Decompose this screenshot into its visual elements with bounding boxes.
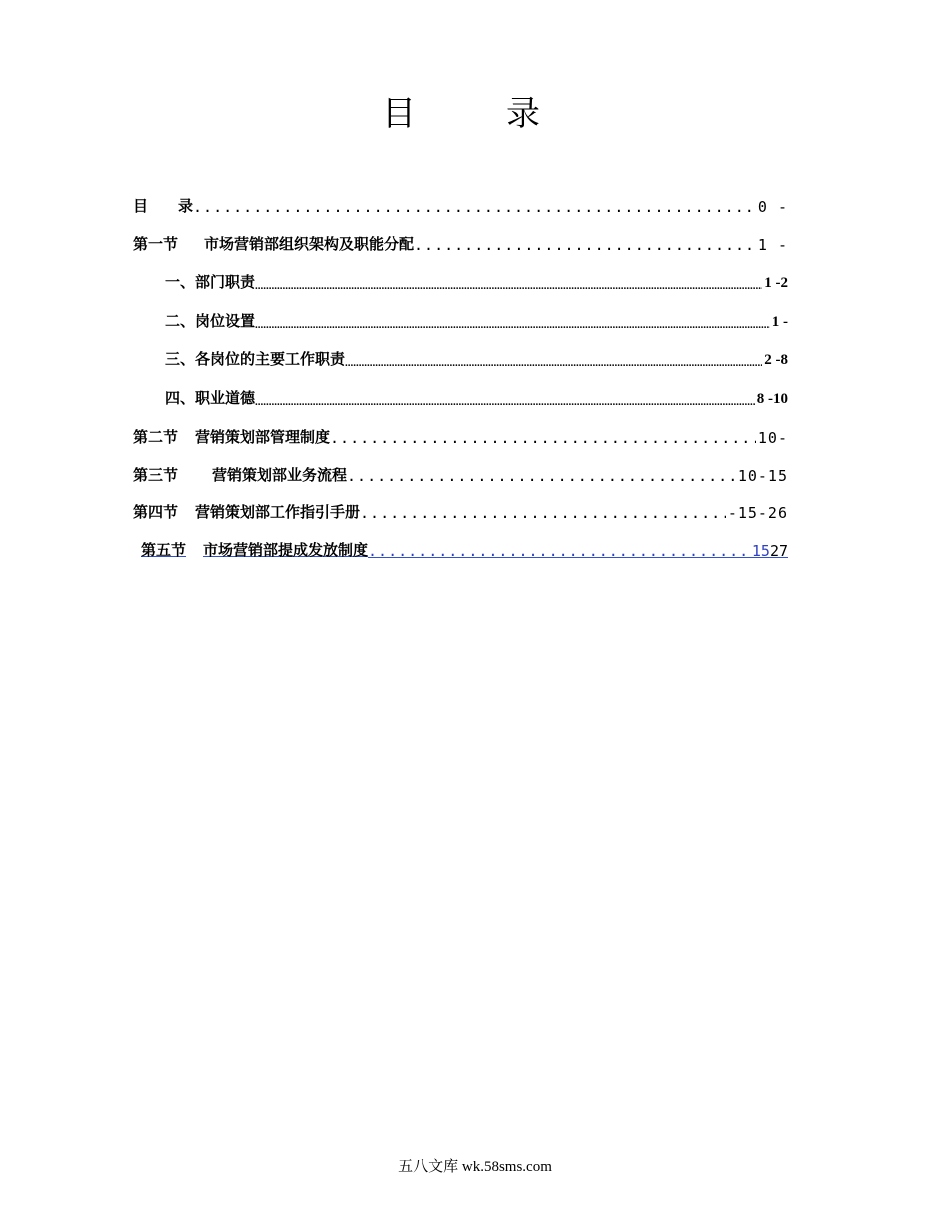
toc-entry-number: 第三节	[133, 466, 179, 484]
toc-entry-number: 四、	[165, 389, 196, 407]
toc-entry-section-1[interactable]	[133, 226, 788, 254]
toc-leader-dots	[345, 357, 762, 369]
toc-entry-section-5-link[interactable]	[141, 532, 788, 560]
toc-leader-dots	[255, 396, 755, 408]
toc-entry-number: 第五节	[141, 541, 187, 559]
toc-leader-dots	[255, 280, 762, 292]
toc-entry-page: 0 -	[757, 198, 788, 216]
toc-leader-dots	[368, 542, 752, 560]
toc-entry-sub-1[interactable]	[165, 264, 788, 292]
toc-entry-label: 营销策划部业务流程	[212, 466, 348, 484]
footer-watermark: 五八文库 wk.58sms.com	[398, 1159, 552, 1175]
toc-entry-number: 目	[133, 197, 149, 215]
toc-entry-section-4[interactable]	[133, 494, 788, 522]
toc-leader-dots	[414, 236, 756, 254]
toc-entry-label: 录	[178, 197, 194, 215]
toc-entry-contents[interactable]	[133, 188, 788, 216]
toc-entry-label: 市场营销部提成发放制度	[203, 541, 369, 559]
toc-entry-number: 二、	[165, 312, 196, 330]
toc-entry-page-end: 27	[769, 542, 788, 560]
toc-entry-page: 2 -8	[764, 352, 788, 368]
toc-entry-label: 部门职责	[195, 273, 256, 291]
page-title: 目 录	[382, 94, 568, 134]
toc-entry-number: 第一节	[133, 235, 179, 253]
toc-entry-page-start: 15	[751, 542, 770, 560]
toc-leader-dots	[330, 429, 756, 447]
toc-entry-section-3[interactable]	[133, 457, 788, 485]
toc-entry-number: 第二节	[133, 428, 179, 446]
toc-entry-label: 岗位设置	[195, 312, 256, 330]
toc-entry-label: 职业道德	[195, 389, 256, 407]
toc-entry-page: -15-26	[727, 504, 788, 522]
toc-entry-sub-2[interactable]	[165, 303, 788, 331]
toc-entry-page: 1 -	[771, 314, 788, 330]
toc-entry-label: 市场营销部组织架构及职能分配	[204, 235, 415, 253]
toc-entry-label: 营销策划部工作指引手册	[195, 503, 361, 521]
toc-entry-page: 10-	[757, 429, 788, 447]
toc-entry-sub-4[interactable]	[165, 380, 788, 408]
toc-entry-number: 一、	[165, 273, 196, 291]
toc-entry-page: 10-15	[737, 467, 788, 485]
toc-entry-label: 营销策划部管理制度	[195, 428, 331, 446]
toc-entry-page: 8 -10	[756, 391, 788, 407]
toc-entry-section-2[interactable]	[133, 419, 788, 447]
toc-leader-dots	[255, 319, 770, 331]
toc-entry-page: 1 -	[757, 236, 788, 254]
toc-leader-dots	[360, 504, 726, 522]
toc-leader-dots	[193, 198, 756, 216]
toc-entry-page: 1 -2	[764, 275, 788, 291]
toc-leader-dots	[347, 467, 736, 485]
toc-entry-number: 三、	[165, 350, 196, 368]
toc-entry-sub-3[interactable]	[165, 341, 788, 369]
toc-entry-label: 各岗位的主要工作职责	[195, 350, 346, 368]
toc-entry-number: 第四节	[133, 503, 179, 521]
